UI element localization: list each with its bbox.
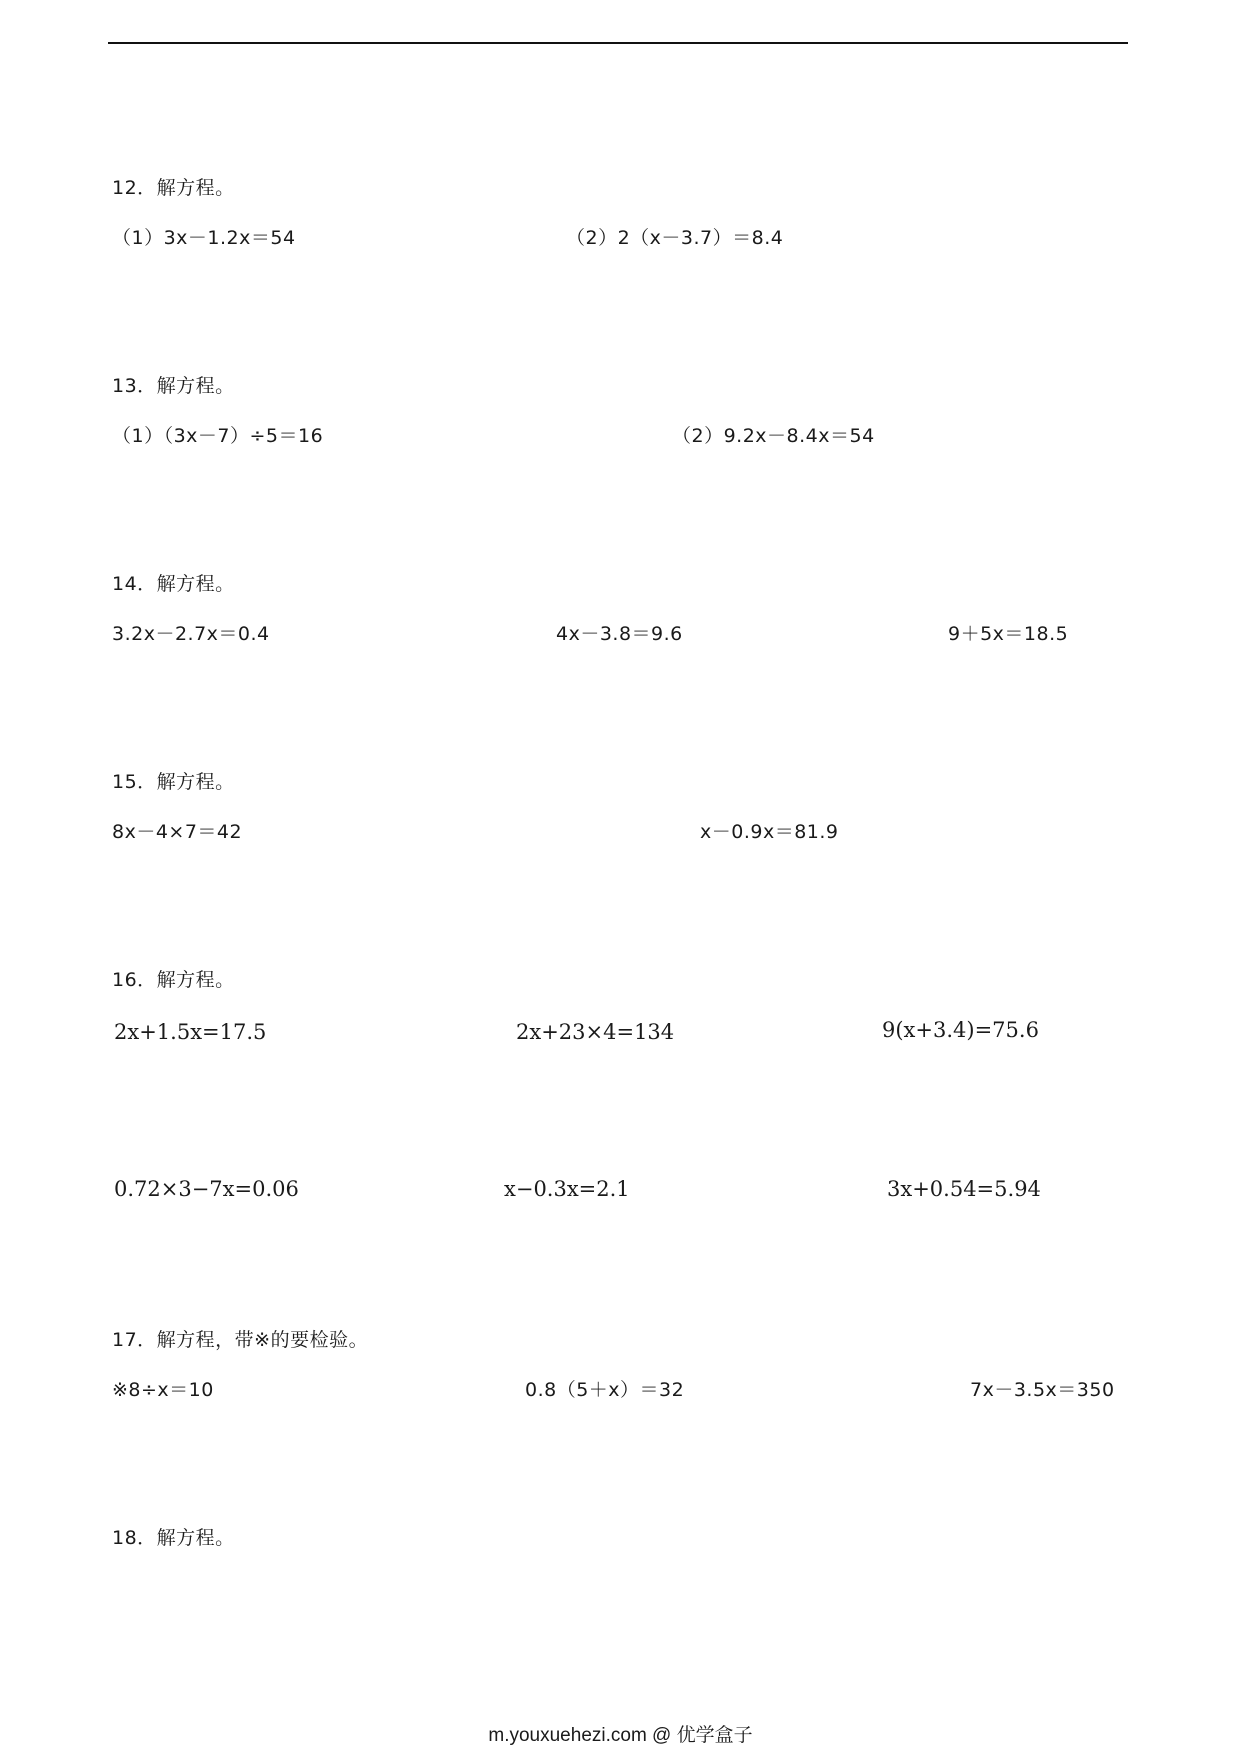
q17-equation-3: 7x－3.5x＝350 (970, 1379, 1115, 1401)
q14-equation-3: 9＋5x＝18.5 (948, 623, 1069, 645)
q13-equation-1: （1）（3x－7）÷5＝16 (112, 425, 324, 447)
q14-equation-1: 3.2x－2.7x＝0.4 (112, 623, 270, 645)
q14-title: 14．解方程。 (112, 573, 235, 595)
q16-equation-4: 0.72×3−7x=0.06 (114, 1177, 299, 1201)
q15-equation-2: x－0.9x＝81.9 (700, 821, 839, 843)
header-rule (108, 42, 1128, 44)
q13-equation-2: （2）9.2x－8.4x＝54 (672, 425, 875, 447)
q16-title: 16．解方程。 (112, 969, 235, 991)
q16-equation-1: 2x+1.5x=17.5 (114, 1020, 267, 1044)
q16-equation-2: 2x+23×4=134 (516, 1020, 675, 1044)
q18-title: 18．解方程。 (112, 1527, 235, 1549)
q13-title: 13．解方程。 (112, 375, 235, 397)
q12-equation-2: （2）2（x－3.7）＝8.4 (566, 227, 784, 249)
q12-title: 12．解方程。 (112, 177, 235, 199)
q17-equation-1: ※8÷x＝10 (112, 1379, 214, 1401)
q17-equation-2: 0.8（5＋x）＝32 (525, 1379, 685, 1401)
q16-equation-6: 3x+0.54=5.94 (887, 1177, 1041, 1201)
q16-equation-5: x−0.3x=2.1 (504, 1177, 630, 1201)
q14-equation-2: 4x－3.8＝9.6 (556, 623, 683, 645)
q15-title: 15．解方程。 (112, 771, 235, 793)
q15-equation-1: 8x－4×7＝42 (112, 821, 243, 843)
q12-equation-1: （1）3x－1.2x＝54 (112, 227, 296, 249)
footer-source: m.youxuehezi.com @ 优学盒子 (488, 1725, 753, 1746)
q17-title: 17．解方程，带※的要检验。 (112, 1329, 369, 1351)
q16-equation-3: 9(x+3.4)=75.6 (882, 1018, 1039, 1042)
